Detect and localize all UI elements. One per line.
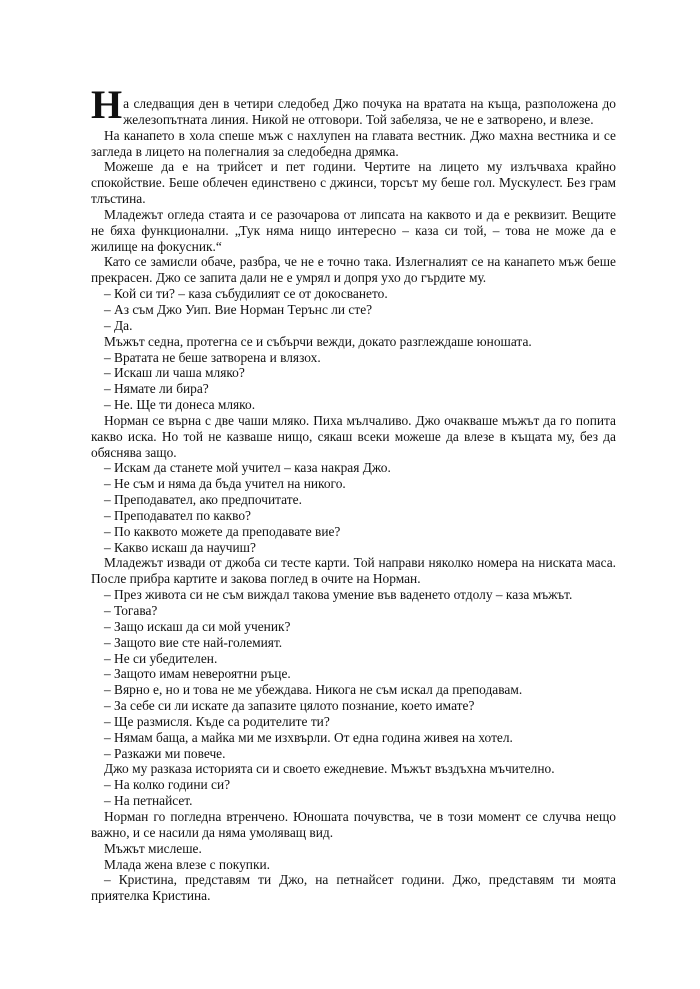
paragraph: Като се замисли обаче, разбра, че не е точно така. Излегналият се на канапето мъж беше прекрасен. Джо се запита дали не е умрял и допря ухо до гърдите му. (91, 254, 616, 286)
paragraph: – Защото имам невероятни ръце. (104, 666, 291, 682)
paragraph: – Не. Ще ти донеса мляко. (104, 397, 256, 413)
paragraph: – Кристина, представям ти Джо, на петнайсет години. Джо, представям ти моята приятелка Кристина. (91, 872, 616, 904)
paragraph-1 (91, 82, 616, 128)
paragraph: – Нямам баща, а майка ми ме изхвърли. От една година живея на хотел. (104, 729, 513, 745)
paragraph: – Какво искаш да научиш? (104, 539, 256, 555)
paragraph: – Не съм и няма да бъда учител на никого. (104, 476, 346, 492)
paragraph: – Разкажи ми повече. (104, 745, 226, 761)
paragraph: – Аз съм Джо Уип. Вие Норман Терънс ли сте? (104, 301, 373, 317)
paragraph: – Нямате ли бира? (104, 381, 209, 397)
paragraph: – На колко години си? (104, 777, 231, 793)
paragraph: Норман го погледна втренчено. Юношата почувства, че в този момент се случва нещо важно, и се насили да няма умоляващ вид. (91, 808, 616, 840)
paragraph: Мъжът мислеше. (104, 840, 202, 856)
paragraph: – Кой си ти? – каза събудилият се от докосването. (104, 286, 388, 302)
paragraph: – Защо искаш да си мой ученик? (104, 618, 291, 634)
paragraph: – Да. (104, 317, 133, 333)
paragraph: – Тогава? (104, 603, 158, 618)
paragraph: – Преподавател по какво? (104, 507, 251, 523)
paragraph: На канапето в хола спеше мъж с нахлупен на главата вестник. Джо махна вестника и се загледа в лицето на полегналия за следобедна дрямка. (91, 127, 616, 159)
paragraph: – Защото вие сте най-големият. (104, 634, 283, 650)
paragraph: – Вратата не беше затворена и влязох. (104, 349, 321, 365)
paragraph: – Искам да станете мой учител – каза накрая Джо. (104, 460, 391, 476)
paragraph: Млада жена влезе с покупки. (104, 856, 270, 872)
paragraph: – Не си убедителен. (104, 650, 218, 666)
paragraph: Можеше да е на трийсет и пет години. Чертите на лицето му излъчваха крайно спокойствие. Беше облечен единствено с джинси, торсът му беше гол. Мускулест. Без грам тлъстина. (91, 159, 616, 207)
paragraph: – По каквото можете да преподавате вие? (104, 523, 341, 539)
paragraph: Джо му разказа историята си и своето ежедневие. Мъжът въздъхна мъчително. (104, 761, 555, 777)
paragraph: – Вярно е, но и това не ме убеждава. Никога не съм искал да преподавам. (104, 682, 523, 698)
drop-cap: Н (91, 82, 123, 127)
paragraph-list (91, 128, 616, 904)
document-page (91, 82, 616, 904)
paragraph: – Искаш ли чаша мляко? (104, 365, 245, 381)
paragraph: – На петнайсет. (104, 793, 193, 809)
paragraph: – Преподавател, ако предпочитате. (104, 492, 302, 508)
paragraph: – Ще размисля. Къде са родителите ти? (104, 713, 330, 729)
paragraph: – През живота си не съм виждал такова умение във ваденето отдолу – каза мъжът. (104, 587, 573, 603)
paragraph: Норман се върна с две чаши мляко. Пиха мълчаливо. Джо очакваше мъжът да го попита какво иска. Но той не казваше нищо, сякаш всеки можеше да влезе в къщата му, без да обяснява защо. (91, 412, 616, 460)
paragraph: Мъжът седна, протегна се и събърчи вежди, докато разглеждаше юношата. (104, 333, 532, 349)
paragraph: – За себе си ли искате да запазите цялото познание, което имате? (104, 698, 475, 714)
paragraph-text: а следващия ден в четири следобед Джо почука на вратата на къща, разположена до железопътната линия. Никой не отговори. Той забеляза, че не е затворено, и влезе. (123, 96, 616, 127)
paragraph: Младежът огледа стаята и се разочарова от липсата на каквото и да е реквизит. Вещите не бяха функционални. „Тук няма нищо интересно – каза си той, – това не може да е жилище на фокусник.“ (91, 206, 616, 254)
paragraph: Младежът извади от джоба си тесте карти. Той направи няколко номера на ниската маса. После прибра картите и закова поглед в очите на Норман. (91, 555, 616, 587)
